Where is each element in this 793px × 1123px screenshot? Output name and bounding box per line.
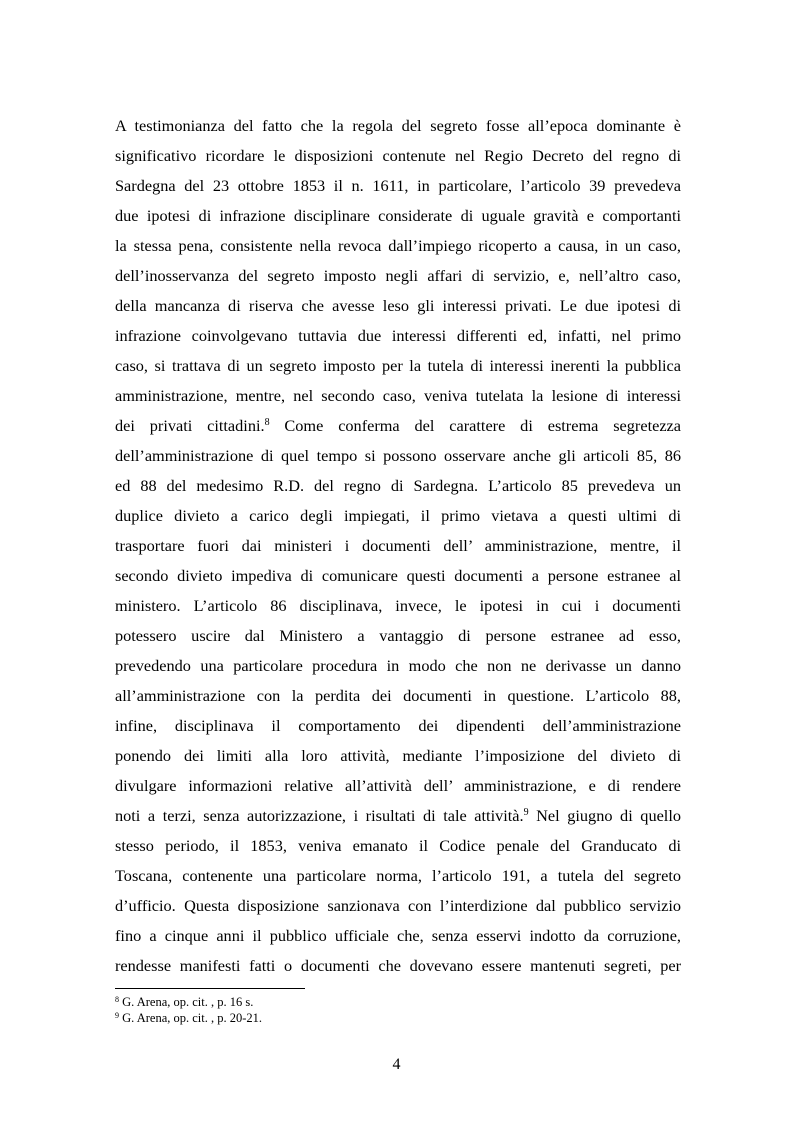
body-text: dei privati cittadini. — [115, 416, 265, 435]
body-line: significativo ricordare le disposizioni contenute nel Regio Decreto del regno di — [115, 146, 681, 165]
footnote-reference[interactable]: 9 — [523, 807, 529, 818]
body-line: ponendo dei limiti alla loro attività, mediante l’imposizione del divieto di — [115, 746, 681, 765]
body-line: infine, disciplinava il comportamento dei dipendenti dell’amministrazione — [115, 716, 681, 735]
footnote-separator — [115, 988, 305, 989]
body-line-with-footnote-ref — [115, 806, 681, 826]
body-line: la stessa pena, consistente nella revoca dall’impiego ricoperto a causa, in un caso, — [115, 236, 681, 255]
footnote-text: G. Arena, op. cit. , p. 16 s. — [119, 995, 254, 1009]
body-line: A testimonianza del fatto che la regola del segreto fosse all’epoca dominante è — [115, 116, 681, 135]
body-line: amministrazione, mentre, nel secondo caso, veniva tutelata la lesione di interessi — [115, 386, 681, 405]
body-line: dell’amministrazione di quel tempo si possono osservare anche gli articoli 85, 86 — [115, 446, 681, 465]
footnote-reference[interactable]: 8 — [264, 417, 270, 428]
body-text: Come conferma del carattere di estrema segretezza — [269, 416, 681, 435]
footnote-number: 8 — [115, 995, 119, 1004]
body-line: Sardegna del 23 ottobre 1853 il n. 1611, in particolare, l’articolo 39 prevedeva — [115, 176, 681, 195]
body-line: rendesse manifesti fatti o documenti che dovevano essere mantenuti segreti, per — [115, 956, 681, 975]
footnote — [115, 1011, 262, 1026]
body-line: all’amministrazione con la perdita dei documenti in questione. L’articolo 88, — [115, 686, 681, 705]
body-line: fino a cinque anni il pubblico ufficiale che, senza esservi indotto da corruzione, — [115, 926, 681, 945]
footnote — [115, 995, 253, 1010]
body-line: due ipotesi di infrazione disciplinare considerate di uguale gravità e comportanti — [115, 206, 681, 225]
body-line: caso, si trattava di un segreto imposto per la tutela di interessi inerenti la pubblica — [115, 356, 681, 375]
body-line: trasportare fuori dai ministeri i documenti dell’ amministrazione, mentre, il — [115, 536, 681, 555]
footnote-text: G. Arena, op. cit. , p. 20-21. — [119, 1011, 263, 1025]
body-line: potessero uscire dal Ministero a vantaggio di persone estranee ad esso, — [115, 626, 681, 645]
body-line: secondo divieto impediva di comunicare questi documenti a persone estranee al — [115, 566, 681, 585]
body-text: Nel giugno di quello — [528, 806, 681, 825]
body-text: noti a terzi, senza autorizzazione, i risultati di tale attività. — [115, 806, 524, 825]
body-line: ed 88 del medesimo R.D. del regno di Sardegna. L’articolo 85 prevedeva un — [115, 476, 681, 495]
body-line: d’ufficio. Questa disposizione sanzionava con l’interdizione dal pubblico servizio — [115, 896, 681, 915]
footnote-number: 9 — [115, 1011, 119, 1020]
body-line: prevedendo una particolare procedura in modo che non ne derivasse un danno — [115, 656, 681, 675]
body-line: ministero. L’articolo 86 disciplinava, invece, le ipotesi in cui i documenti — [115, 596, 681, 615]
body-line-with-footnote-ref — [115, 416, 681, 436]
page-number: 4 — [392, 1056, 401, 1073]
body-line: dell’inosservanza del segreto imposto negli affari di servizio, e, nell’altro caso, — [115, 266, 681, 285]
body-line: duplice divieto a carico degli impiegati, il primo vietava a questi ultimi di — [115, 506, 681, 525]
body-line: Toscana, contenente una particolare norma, l’articolo 191, a tutela del segreto — [115, 866, 681, 885]
body-line: infrazione coinvolgevano tuttavia due interessi differenti ed, infatti, nel primo — [115, 326, 681, 345]
body-line: divulgare informazioni relative all’attività dell’ amministrazione, e di rendere — [115, 776, 681, 795]
body-line: stesso periodo, il 1853, veniva emanato il Codice penale del Granducato di — [115, 836, 681, 855]
body-line: della mancanza di riserva che avesse leso gli interessi privati. Le due ipotesi di — [115, 296, 681, 315]
